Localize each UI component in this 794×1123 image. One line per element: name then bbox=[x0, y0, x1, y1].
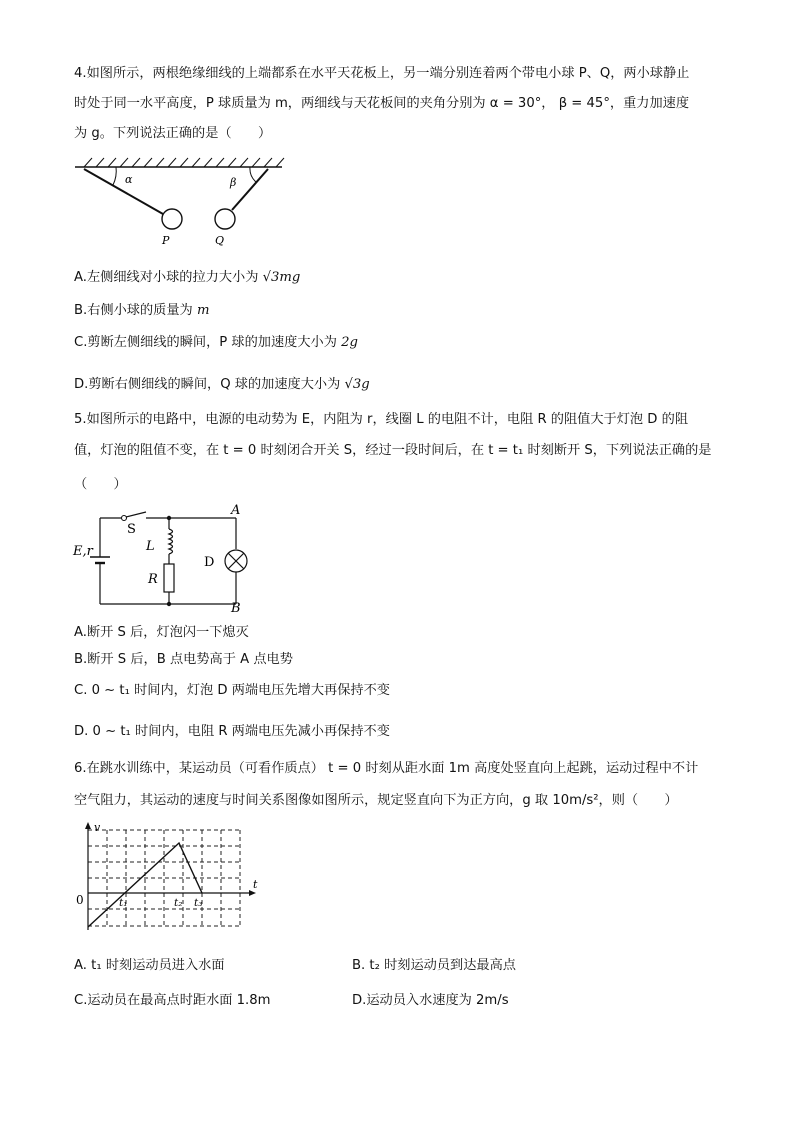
q4-stem-line-1: 4.如图所示，两根绝缘细线的上端都系在水平天花板上，另一端分别连着两个带电小球 P、Q，两小球静止 bbox=[74, 66, 690, 81]
q4-option-d-math: √3g bbox=[344, 377, 370, 392]
left-string bbox=[84, 169, 163, 214]
q5-option-c[interactable]: C. 0 ~ t₁ 时间内，灯泡 D 两端电压先增大再保持不变 bbox=[74, 683, 390, 698]
q6-stem-line-1: 6.在跳水训练中，某运动员（可看作质点） t = 0 时刻从距水面 1m 高度处竖直向上起跳，运动过程中不计 bbox=[74, 761, 699, 776]
ball-q-label: Q bbox=[215, 234, 225, 247]
q4-stem-line-2: 时处于同一水平高度，P 球质量为 m，两细线与天花板间的夹角分别为 α = 30°， β = 45°，重力加速度 bbox=[74, 96, 690, 111]
ball-p bbox=[162, 209, 182, 229]
beta-arc bbox=[250, 167, 256, 182]
node-b-label: B bbox=[231, 601, 241, 616]
switch-label: S bbox=[127, 522, 136, 537]
q6-option-b[interactable]: B. t₂ 时刻运动员到达最高点 bbox=[352, 958, 516, 973]
q4-option-c-text: C.剪断左侧细线的瞬间，P 球的加速度大小为 bbox=[74, 335, 342, 350]
q4-option-a-math: √3mg bbox=[262, 270, 301, 285]
q4-figure bbox=[70, 156, 290, 251]
beta-label: β bbox=[230, 176, 237, 189]
resistor-label: R bbox=[148, 572, 158, 587]
q4-stem-line-3: 为 g。下列说法正确的是（ ） bbox=[74, 126, 272, 141]
q4-option-a[interactable] bbox=[74, 268, 300, 288]
q6-stem-line-2: 空气阻力，其运动的速度与时间关系图像如图所示，规定竖直向下为正方向，g 取 10m/s²，则（ ） bbox=[74, 793, 678, 808]
q4-option-b[interactable] bbox=[74, 301, 209, 321]
q5-stem-line-2: 值，灯泡的阻值不变，在 t = 0 时刻闭合开关 S，经过一段时间后，在 t = t₁ 时刻断开 S，下列说法正确的是 bbox=[74, 443, 712, 458]
inductor-coil bbox=[169, 529, 173, 554]
alpha-arc bbox=[113, 167, 116, 185]
q4-option-b-text: B.右侧小球的质量为 bbox=[74, 303, 197, 318]
alpha-label: α bbox=[125, 173, 133, 186]
ceiling-hatch bbox=[84, 158, 284, 167]
lamp-label: D bbox=[204, 555, 215, 570]
t-axis-label: t bbox=[253, 878, 258, 891]
ball-p-label: P bbox=[162, 234, 170, 247]
ball-q bbox=[215, 209, 235, 229]
q5-circuit-figure bbox=[70, 505, 260, 615]
switch-blade bbox=[126, 512, 146, 517]
q4-option-d-text: D.剪断右侧细线的瞬间，Q 球的加速度大小为 bbox=[74, 377, 345, 392]
q5-option-a[interactable]: A.断开 S 后，灯泡闪一下熄灭 bbox=[74, 625, 249, 640]
q5-stem-line-3: （ ） bbox=[74, 477, 127, 492]
q4-option-b-math: m bbox=[196, 303, 210, 318]
t2-label: t₂ bbox=[174, 897, 183, 909]
right-string bbox=[232, 169, 268, 210]
t1-label: t₁ bbox=[119, 897, 128, 909]
q6-option-a[interactable]: A. t₁ 时刻运动员进入水面 bbox=[74, 958, 225, 973]
node-a-label: A bbox=[231, 503, 241, 518]
q6-option-d[interactable]: D.运动员入水速度为 2m/s bbox=[352, 993, 509, 1008]
dashed-grid bbox=[88, 830, 240, 926]
q5-option-d[interactable]: D. 0 ~ t₁ 时间内，电阻 R 两端电压先减小再保持不变 bbox=[74, 724, 390, 739]
q6-vt-graph bbox=[70, 822, 270, 942]
q4-option-c-math: 2g bbox=[341, 335, 358, 350]
origin-label: 0 bbox=[76, 893, 84, 907]
resistor-r bbox=[164, 564, 174, 592]
q4-option-a-text: A.左侧细线对小球的拉力大小为 bbox=[74, 270, 263, 285]
t3-label: t₃ bbox=[194, 897, 203, 909]
v-axis-label: v bbox=[94, 821, 101, 834]
source-label: E,r bbox=[73, 544, 93, 559]
q4-option-c[interactable] bbox=[74, 333, 358, 353]
q5-option-b[interactable]: B.断开 S 后，B 点电势高于 A 点电势 bbox=[74, 652, 293, 667]
inductor-label: L bbox=[146, 539, 155, 554]
q6-option-c[interactable]: C.运动员在最高点时距水面 1.8m bbox=[74, 993, 271, 1008]
q4-option-d[interactable] bbox=[74, 375, 370, 395]
q5-stem-line-1: 5.如图所示的电路中，电源的电动势为 E，内阻为 r，线圈 L 的电阻不计，电阻 R 的阻值大于灯泡 D 的阻 bbox=[74, 412, 689, 427]
v-axis-arrow bbox=[85, 822, 91, 829]
switch-contact bbox=[122, 516, 127, 521]
